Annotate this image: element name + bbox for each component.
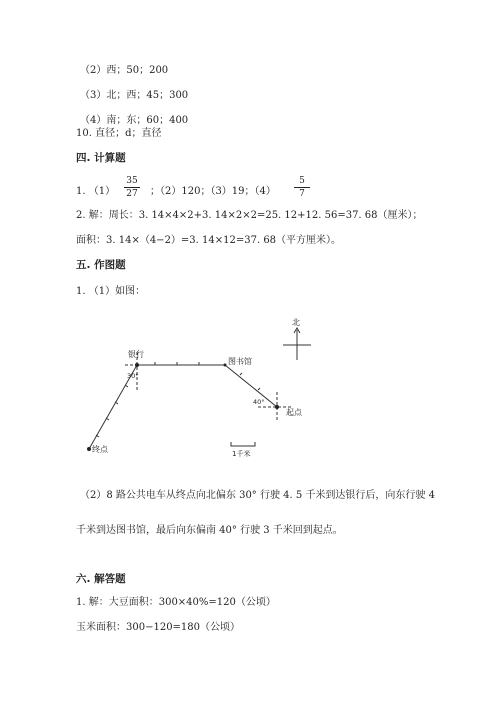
answer-line-10: 10. 直径；d；直径 [76, 128, 162, 139]
bank-label: 银行 [128, 350, 144, 359]
scale-bar [231, 442, 255, 446]
library-point [224, 364, 227, 367]
start-label: 起点 [286, 408, 302, 417]
section-6-heading: 六. 解答题 [76, 573, 126, 585]
compass-arrow [294, 328, 300, 333]
scale-label: 1千米 [232, 450, 251, 458]
ticks-bank-to-library [155, 362, 199, 365]
answer-line-3: （3）北；西；45；300 [80, 90, 189, 101]
end-label: 终点 [92, 445, 108, 454]
fraction-1-bar [124, 187, 140, 188]
fraction-1-numerator: 35 [126, 176, 138, 186]
fraction-2-denominator: 7 [299, 189, 305, 199]
fraction-1-denominator: 27 [126, 189, 138, 199]
ticks-end-to-bank [96, 385, 128, 437]
answer-line-2: （2）西；50；200 [80, 65, 169, 76]
ticks-library-to-start [240, 373, 260, 390]
end-point [87, 447, 91, 451]
drawing-q1-intro: 1. （1）如图： [76, 286, 146, 297]
angle-40-label: 40° [253, 398, 265, 406]
solution-line-1: 1. 解：大豆面积：300×40%=120（公顷） [76, 597, 276, 608]
calc-q2-line-1: 2. 解：周长：3. 14×4×2+3. 14×2×2=25. 12+12. 56=37. 68（厘米）； [76, 210, 423, 221]
solution-line-2: 玉米面积：300−120=180（公顷） [76, 622, 241, 633]
section-5-heading: 五. 作图题 [76, 259, 126, 271]
bank-point [135, 363, 139, 367]
fraction-2-bar [294, 187, 310, 188]
path-end-to-bank [89, 365, 137, 449]
north-label: 北 [292, 318, 300, 327]
calc-q2-line-2: 面积：3. 14×（4−2）=3. 14×12=37. 68（平方厘米）。 [76, 235, 342, 246]
calc-q1-fraction-2 [294, 176, 310, 199]
answer-line-4: （4）南；东；60；400 [80, 115, 189, 126]
drawing-q2-line-1: （2）8 路公共电车从终点向北偏东 30° 行驶 4. 5 千米到达银行后，向东行驶 4 [80, 490, 435, 501]
calc-q1-prefix: 1. （1） [76, 186, 116, 197]
calc-q1-fraction-1 [124, 176, 140, 199]
library-label: 图书馆 [228, 357, 252, 366]
start-point [275, 405, 279, 409]
section-4-heading: 四. 计算题 [76, 152, 126, 164]
fraction-2-numerator: 5 [299, 176, 305, 186]
path-library-to-start [225, 365, 277, 407]
calc-q1-middle: ；（2）120；（3）19；（4） [150, 186, 276, 197]
drawing-q2-line-2: 千米到达图书馆，最后向东偏南 40° 行驶 3 千米回到起点。 [76, 525, 343, 536]
angle-30-label: 30° [127, 372, 139, 380]
